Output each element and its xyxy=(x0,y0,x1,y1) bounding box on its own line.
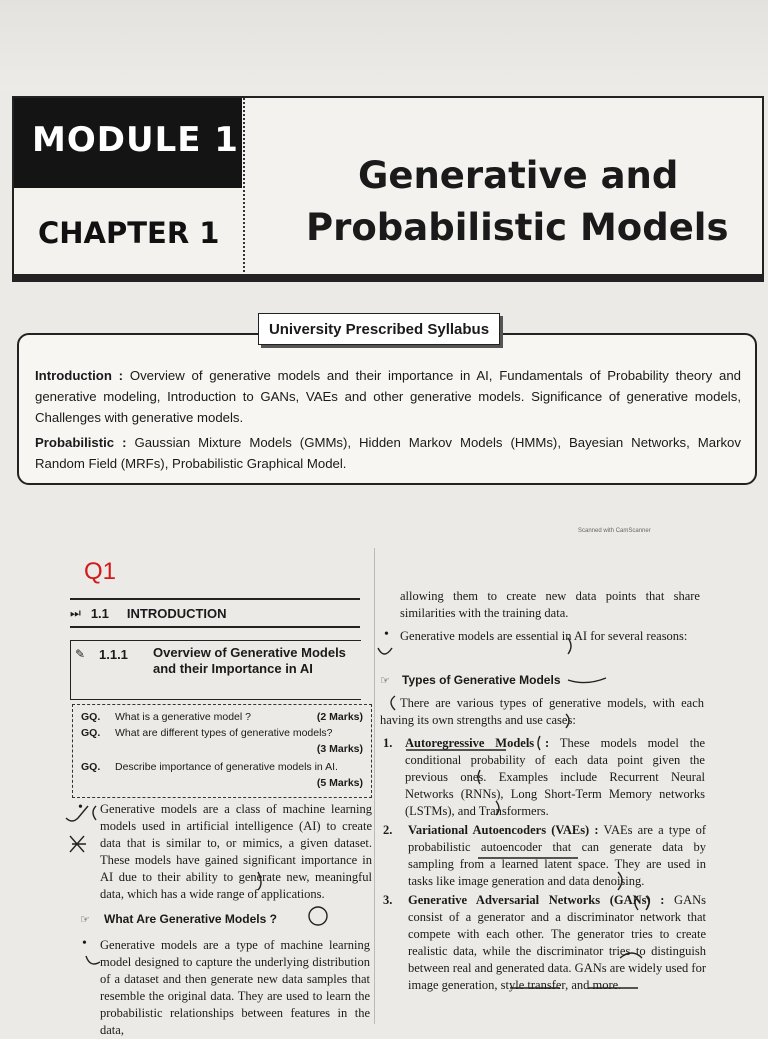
pen-star-mark xyxy=(70,836,86,852)
chapter-title-line2: Probabilistic Models xyxy=(306,206,729,249)
left-paragraph-2: Generative models are a type of machine learning model designed to capture the underlying distribution of a dataset and then generate new data samples that resemble the original data. They are used to learn the probabilistic relationships between features in the data, xyxy=(100,938,370,1037)
bullet: • xyxy=(384,627,389,642)
syllabus-tab: University Prescribed Syllabus xyxy=(258,313,500,345)
right-paragraph-0: allowing them to create new data points that share similarities with the training data. xyxy=(400,589,700,620)
section-heading xyxy=(70,598,360,628)
fast-forward-icon: ⏭ xyxy=(70,605,81,620)
hand-pointer-icon: ☞ xyxy=(80,913,90,926)
gq-marks: (5 Marks) xyxy=(316,777,363,789)
type-number: 2. xyxy=(383,823,393,837)
gq-key: GQ. xyxy=(81,727,101,739)
pencil-icon: ✎ xyxy=(75,647,86,661)
scanner-note: Scanned with CamScanner xyxy=(578,528,651,534)
syllabus-intro-text: Overview of generative models and their importance in AI, Fundamentals of Probability theory and generative modeling, Introduction to GANs, VAEs and other generative models. Significance of generative models, Challenges with generative models. xyxy=(35,368,741,425)
section-title: INTRODUCTION xyxy=(126,605,227,621)
gq-question: Describe importance of generative models in AI. xyxy=(115,761,338,773)
type-name: Generative Adversarial Networks (GANs) : xyxy=(408,893,665,907)
type-text: GANs consist of a generator and a discriminator network that compete with each other. The generator tries to create realistic data, while the discriminator tries to distinguish between real and generated data. GANs are widely used for image generation, style transfer, and more. xyxy=(408,893,706,992)
chapter-label: CHAPTER 1 xyxy=(38,216,220,250)
gq-key: GQ. xyxy=(81,711,101,723)
question-box xyxy=(72,704,372,798)
types-intro: There are various types of generative models, with each having its own strengths and use cases: xyxy=(380,696,704,727)
pen-checkmark xyxy=(66,806,88,821)
page-top-margin xyxy=(0,0,768,90)
module-label: MODULE 1 xyxy=(32,120,239,160)
syllabus-intro-label: Introduction : xyxy=(35,368,124,383)
section-number: 1.1 xyxy=(90,605,109,621)
syllabus-prob-text: Gaussian Mixture Models (GMMs), Hidden Markov Models (HMMs), Bayesian Networks, Markov Random Field (MRFs), Probabilistic Graphical Model. xyxy=(35,435,741,471)
gq-question: What are different types of generative models? xyxy=(115,727,333,739)
type-name: Variational Autoencoders (VAEs) : xyxy=(408,823,599,837)
left-paragraph-1: Generative models are a class of machine learning models used in artificial intelligence (AI) to create data that is similar to, or mimics, a given dataset. These models have gained significant importance in AI due to their ability to generate new, meaningful data, which has a wide range of applications. xyxy=(100,802,372,901)
gq-marks: (3 Marks) xyxy=(316,743,363,755)
hand-pointer-icon: ☞ xyxy=(380,674,390,687)
type-item-autoregressive xyxy=(405,735,705,820)
chapter-header xyxy=(12,96,764,282)
header-divider xyxy=(243,98,245,280)
types-heading: Types of Generative Models xyxy=(402,673,561,687)
syllabus-intro xyxy=(35,365,741,428)
pen-bracket xyxy=(93,806,96,820)
pen-circle xyxy=(309,907,327,925)
type-number: 1. xyxy=(383,736,393,750)
type-number: 3. xyxy=(383,893,393,907)
gq-key: GQ. xyxy=(81,761,101,773)
gq-marks: (2 Marks) xyxy=(316,711,363,723)
syllabus-box xyxy=(17,333,757,485)
header-bottom-rule xyxy=(14,274,762,280)
type-name: Autoregressive Models : xyxy=(405,736,550,750)
pen-checkmark xyxy=(378,648,392,654)
gq-question: What is a generative model ? xyxy=(115,711,251,723)
pen-underline xyxy=(568,678,606,683)
pen-checkmark xyxy=(86,956,100,964)
type-text: These models model the conditional probability of each data point given the previous ones. Examples include Recurrent Neural Networks (RNNs), Long Short-Term Memory networks (LSTMs), and Transformers. xyxy=(405,736,705,818)
type-text: VAEs are a type of probabilistic autoencoder that can generate data by sampling from a learned latent space. They are used in tasks like image generation and data denoising. xyxy=(408,823,706,888)
subsection-heading xyxy=(70,640,361,700)
syllabus-prob-label: Probabilistic : xyxy=(35,435,127,450)
type-item-vae xyxy=(408,822,706,890)
subsection-number: 1.1.1 xyxy=(99,647,128,662)
handwritten-q1: Q1 xyxy=(84,558,117,585)
syllabus-prob xyxy=(35,432,741,474)
right-bullet-text: Generative models are essential in AI for several reasons: xyxy=(400,629,688,643)
what-are-heading: What Are Generative Models ? xyxy=(104,912,277,926)
bullet: • xyxy=(82,936,87,951)
bullet: • xyxy=(78,800,83,815)
chapter-title-line1: Generative and xyxy=(358,154,679,197)
type-item-gan xyxy=(408,892,706,994)
subsection-title: Overview of Generative Models and their Importance in AI xyxy=(153,645,346,676)
column-divider xyxy=(374,548,375,1024)
